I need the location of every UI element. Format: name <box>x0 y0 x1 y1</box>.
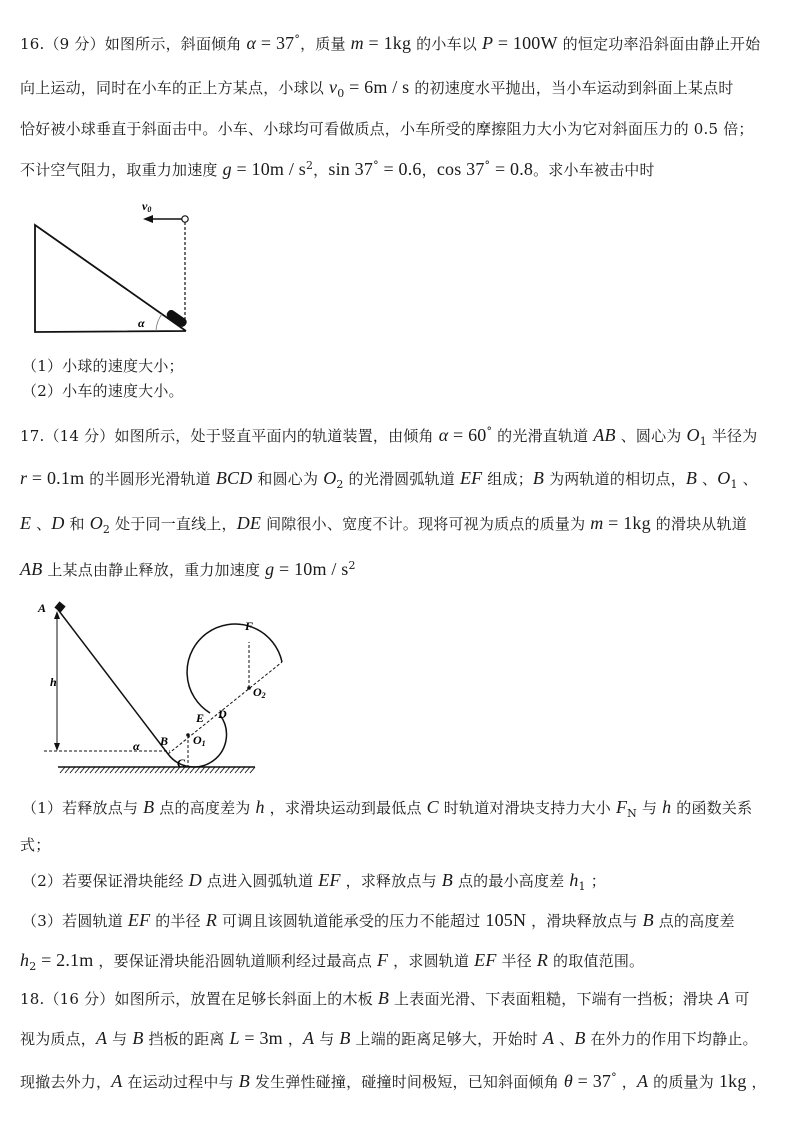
label-F: F <box>245 619 254 633</box>
text-segment: 的恒定功率沿斜面由静止开始 <box>557 35 761 53</box>
math-segment: B <box>339 1028 351 1048</box>
math-segment: P <box>481 33 494 53</box>
text-segment: 的函数关系 <box>671 799 753 817</box>
text-segment: ， <box>421 161 437 179</box>
hatch-mark <box>135 767 140 773</box>
math-segment: ° <box>294 33 301 46</box>
hatch-mark <box>90 767 95 773</box>
hatch-mark <box>130 767 135 773</box>
hatch-mark <box>85 767 90 773</box>
track-EF <box>187 624 282 713</box>
hatch-mark <box>120 767 125 773</box>
math-segment: A <box>542 1028 555 1048</box>
incline-triangle <box>35 225 186 332</box>
math-segment: B <box>685 468 698 488</box>
hatch-mark <box>205 767 210 773</box>
text-segment: 可调且该圆轨道能承受的压力不能超过 <box>217 912 486 930</box>
label-A: A <box>38 601 47 615</box>
label-D: D <box>218 707 227 721</box>
math-segment: θ <box>563 1071 573 1091</box>
text-segment: 和圆心为 <box>252 470 324 488</box>
text-segment: 17.（14 分）如图所示，处于竖直平面内的轨道装置，由倾角 <box>20 427 439 445</box>
hatch-mark <box>240 767 245 773</box>
math-segment: = 1kg <box>603 513 651 533</box>
hatch-mark <box>245 767 250 773</box>
math-segment: O <box>686 425 700 445</box>
text-segment: 在运动过程中与 <box>122 1073 239 1091</box>
text-segment: 的光滑圆弧轨道 <box>343 470 460 488</box>
math-segment: h <box>569 870 579 890</box>
label-O1: O1 <box>193 733 206 748</box>
text-segment: （1）若释放点与 <box>22 799 144 817</box>
math-segment: = 37 <box>572 1071 612 1091</box>
text-segment: 上表面光滑、下表面粗糙，下端有一挡板；滑块 <box>389 990 719 1008</box>
math-segment: EF <box>474 950 497 970</box>
math-segment: 1kg <box>718 1071 747 1091</box>
text-segment: ，质量 <box>300 35 351 53</box>
math-segment: α <box>438 425 449 445</box>
hatch-mark <box>210 767 215 773</box>
math-segment: h <box>20 950 30 970</box>
math-segment: sin 37 <box>328 159 374 179</box>
ball <box>182 216 188 222</box>
text-segment: 、 <box>31 515 52 533</box>
hatch-mark <box>110 767 115 773</box>
math-segment: ° <box>373 159 379 172</box>
text-segment: ，要保证滑块能沿圆轨道顺利经过最高点 <box>93 952 378 970</box>
hatch-mark <box>105 767 110 773</box>
math-segment: = 3m <box>239 1028 283 1048</box>
math-segment: = 0.8 <box>490 159 534 179</box>
math-segment: = 10m / s <box>231 159 306 179</box>
text-segment: ，求滑块运动到最低点 <box>264 799 427 817</box>
label-h: h <box>50 675 57 689</box>
text-segment: 和 <box>64 515 90 533</box>
math-segment: B <box>238 1071 250 1091</box>
text-segment: 的质量为 <box>648 1073 719 1091</box>
text-segment: 恰好被小球垂直于斜面击中。小车、小球均可看做质点，小车所受的摩擦阻力大小为它对斜面压力的 0.5 倍； <box>20 120 754 138</box>
math-segment: AB <box>593 425 616 445</box>
math-segment: = 10m / s <box>274 559 349 579</box>
math-segment: A <box>96 1028 108 1048</box>
text-segment: 与 <box>637 799 663 817</box>
text-segment: ，求释放点与 <box>340 872 442 890</box>
hatch-mark <box>80 767 85 773</box>
math-segment: h <box>662 797 672 817</box>
label-B: B <box>160 734 169 748</box>
text-segment: 点的高度差 <box>653 912 735 930</box>
hatch-mark <box>60 767 65 773</box>
text-segment: 挡板的距离 <box>143 1030 230 1048</box>
math-segment: ° <box>486 425 493 438</box>
math-segment: ° <box>611 1071 617 1084</box>
math-segment: cos 37 <box>436 159 485 179</box>
math-segment: DE <box>236 513 262 533</box>
math-segment: g <box>265 559 275 579</box>
text-segment: ， <box>746 1073 767 1091</box>
math-segment: 0 <box>337 87 345 100</box>
math-segment: 2 <box>348 559 356 572</box>
math-segment: B <box>532 468 545 488</box>
text-segment: 的滑块从轨道 <box>650 515 747 533</box>
math-segment: 2 <box>336 478 344 491</box>
text-segment: 16.（9 分）如图所示，斜面倾角 <box>20 35 247 53</box>
text-segment: （1）小球的速度大小； <box>22 357 184 375</box>
math-segment: C <box>426 797 439 817</box>
text-segment: 18.（16 分）如图所示，放置在足够长斜面上的木板 <box>20 990 378 1008</box>
text-segment: 不计空气阻力，取重力加速度 <box>20 161 223 179</box>
alpha-arc <box>156 314 162 331</box>
math-segment: A <box>111 1071 123 1091</box>
math-segment: v <box>328 77 338 97</box>
text-segment: ，滑块释放点与 <box>526 912 643 930</box>
label-C: C <box>177 756 186 770</box>
hatch-mark <box>190 767 195 773</box>
text-segment: 的光滑直轨道 <box>492 427 594 445</box>
math-segment: A <box>636 1071 649 1091</box>
hatch-mark <box>95 767 100 773</box>
ground-hatch <box>60 767 255 773</box>
hatch-mark <box>250 767 255 773</box>
math-segment: BCD <box>215 468 253 488</box>
text-segment: 、 <box>697 470 718 488</box>
text-segment: 处于同一直线上， <box>110 515 237 533</box>
text-segment: 向上运动，同时在小车的正上方某点，小球以 <box>20 79 329 97</box>
math-segment: A <box>718 988 730 1008</box>
track-AB <box>56 607 168 754</box>
text-segment: 现撤去外力， <box>20 1073 112 1091</box>
math-segment: R <box>536 950 549 970</box>
math-segment: 105N <box>485 910 527 930</box>
text-segment: （3）若圆轨道 <box>22 912 128 930</box>
math-segment: B <box>377 988 390 1008</box>
text-segment: 组成； <box>482 470 533 488</box>
text-segment: 的小车以 <box>411 35 482 53</box>
text-segment: ； <box>585 872 606 890</box>
alpha-label: α <box>138 316 145 330</box>
v0-label: v0 <box>142 199 152 214</box>
math-segment: F <box>377 950 389 970</box>
hatch-mark <box>160 767 165 773</box>
hatch-mark <box>195 767 200 773</box>
text-segment: 。求小车被击中时 <box>533 161 655 179</box>
math-segment: = 37 <box>256 33 295 53</box>
text-segment: （2）小车的速度大小。 <box>22 382 184 400</box>
text-segment: 点的高度差为 <box>154 799 256 817</box>
text-segment: 时轨道对滑块支持力大小 <box>438 799 616 817</box>
math-segment: g <box>222 159 232 179</box>
v0-arrowhead <box>143 215 153 223</box>
text-segment: （2）若要保证滑块能经 <box>22 872 189 890</box>
slider-block <box>54 601 65 612</box>
text-segment: 半径 <box>496 952 537 970</box>
math-segment: = 60 <box>448 425 487 445</box>
hatch-mark <box>165 767 170 773</box>
hatch-mark <box>115 767 120 773</box>
hatch-mark <box>200 767 205 773</box>
math-segment: R <box>205 910 218 930</box>
text-segment: 的初速度水平抛出，当小车运动到斜面上某点时 <box>409 79 734 97</box>
text-segment: 视为质点， <box>20 1030 97 1048</box>
math-segment: B <box>574 1028 586 1048</box>
math-segment: B <box>143 797 155 817</box>
text-segment: 的取值范围。 <box>548 952 645 970</box>
math-segment: E <box>20 513 32 533</box>
math-segment: EF <box>127 910 151 930</box>
hatch-mark <box>70 767 75 773</box>
math-segment: B <box>441 870 453 890</box>
text-segment: 可 <box>729 990 750 1008</box>
math-segment: AB <box>20 559 43 579</box>
text-segment: ， <box>313 161 329 179</box>
math-segment: D <box>51 513 65 533</box>
math-segment: O <box>323 468 337 488</box>
text-segment: 与 <box>314 1030 340 1048</box>
math-segment: 1 <box>699 435 707 448</box>
text-segment: ，求圆轨道 <box>388 952 475 970</box>
math-segment: EF <box>318 870 341 890</box>
math-segment: B <box>132 1028 144 1048</box>
math-segment: 1 <box>578 880 586 893</box>
hatch-mark <box>145 767 150 773</box>
hatch-mark <box>235 767 240 773</box>
math-segment: A <box>303 1028 315 1048</box>
hatch-mark <box>65 767 70 773</box>
text-segment: 点的最小高度差 <box>453 872 570 890</box>
math-segment: B <box>642 910 654 930</box>
hatch-mark <box>100 767 105 773</box>
hatch-mark <box>170 767 175 773</box>
math-segment: m <box>590 513 604 533</box>
math-segment: r <box>20 468 28 488</box>
math-segment: = 0.6 <box>378 159 422 179</box>
math-segment: N <box>627 807 637 820</box>
hatch-mark <box>215 767 220 773</box>
text-segment: 发生弹性碰撞，碰撞时间极短，已知斜面倾角 <box>249 1073 564 1091</box>
text-segment: 、 <box>554 1030 575 1048</box>
text-segment: ， <box>616 1073 637 1091</box>
math-segment: = 2.1m <box>36 950 94 970</box>
math-segment: 2 <box>29 960 37 973</box>
math-segment: 2 <box>305 159 314 172</box>
label-E: E <box>196 711 205 725</box>
math-segment: F <box>615 797 628 817</box>
math-segment: O <box>89 513 103 533</box>
text-segment: 间隙很小、宽度不计。现将可视为质点的质量为 <box>261 515 591 533</box>
text-segment: 上某点由静止释放，重力加速度 <box>42 561 266 579</box>
text-segment: 点进入圆弧轨道 <box>201 872 319 890</box>
text-segment: 半径为 <box>706 427 758 445</box>
hatch-mark <box>140 767 145 773</box>
text-segment: 的半圆形光滑轨道 <box>84 470 216 488</box>
math-segment: 1 <box>730 478 738 491</box>
text-segment: 在外力的作用下均静止。 <box>585 1030 758 1048</box>
math-segment: ° <box>484 159 491 172</box>
hatch-mark <box>230 767 235 773</box>
math-segment: h <box>255 797 265 817</box>
math-segment: = 0.1m <box>27 468 85 488</box>
text-segment: ， <box>282 1030 304 1048</box>
math-segment: = 100W <box>493 33 558 53</box>
hatch-mark <box>125 767 130 773</box>
hatch-mark <box>220 767 225 773</box>
math-segment: EF <box>459 468 483 488</box>
text-segment: 与 <box>107 1030 133 1048</box>
label-alpha: α <box>133 739 140 753</box>
math-segment: = 6m / s <box>344 77 410 97</box>
text-segment: 、 <box>737 470 758 488</box>
text-segment: 、圆心为 <box>615 427 687 445</box>
math-segment: = 1kg <box>363 33 412 53</box>
math-segment: m <box>350 33 364 53</box>
label-O2: O2 <box>253 685 266 700</box>
text-segment: 式； <box>20 836 51 854</box>
hatch-mark <box>225 767 230 773</box>
hatch-mark <box>185 767 190 773</box>
math-segment: 2 <box>102 523 111 536</box>
hatch-mark <box>150 767 155 773</box>
math-segment: L <box>229 1028 240 1048</box>
text-segment: 为两轨道的相切点， <box>544 470 686 488</box>
math-segment: α <box>246 33 257 53</box>
hatch-mark <box>155 767 160 773</box>
text-segment: 上端的距离足够大，开始时 <box>350 1030 543 1048</box>
text-segment: 的半径 <box>150 912 206 930</box>
math-segment: D <box>188 870 202 890</box>
hatch-mark <box>75 767 80 773</box>
math-segment: O <box>717 468 731 488</box>
